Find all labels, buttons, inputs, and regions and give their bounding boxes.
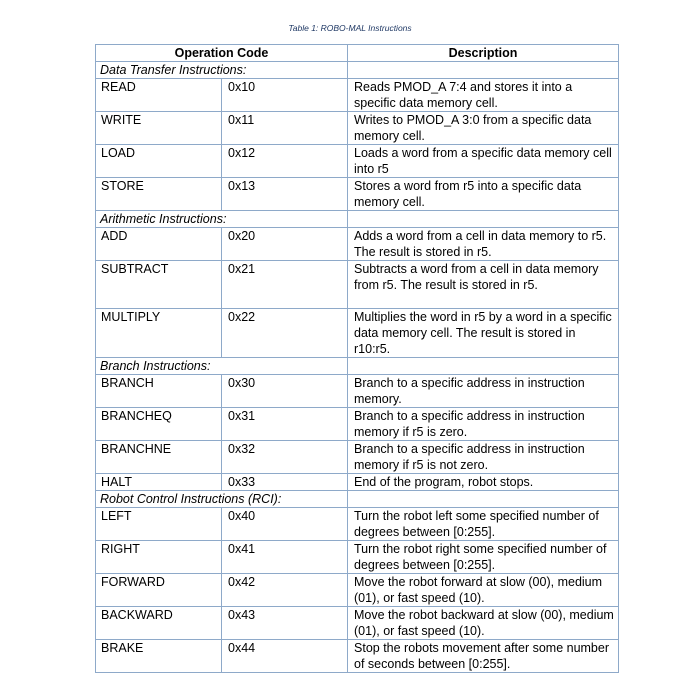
opcode-cell: 0x12 bbox=[222, 145, 348, 178]
opcode-cell: 0x43 bbox=[222, 607, 348, 640]
table-row bbox=[96, 474, 619, 491]
opcode-cell: 0x44 bbox=[222, 640, 348, 673]
operation-cell: HALT bbox=[96, 474, 222, 491]
section-description-cell bbox=[348, 491, 619, 508]
opcode-cell: 0x42 bbox=[222, 574, 348, 607]
description-cell: Adds a word from a cell in data memory to r5. The result is stored in r5. bbox=[348, 228, 619, 261]
table-row bbox=[96, 408, 619, 441]
opcode-cell: 0x20 bbox=[222, 228, 348, 261]
operation-cell: MULTIPLY bbox=[96, 309, 222, 358]
section-title: Robot Control Instructions (RCI): bbox=[96, 491, 348, 508]
description-cell: Writes to PMOD_A 3:0 from a specific data memory cell. bbox=[348, 112, 619, 145]
opcode-cell: 0x10 bbox=[222, 79, 348, 112]
description-cell: Stores a word from r5 into a specific data memory cell. bbox=[348, 178, 619, 211]
operation-cell: WRITE bbox=[96, 112, 222, 145]
table-body bbox=[96, 62, 619, 673]
table-row bbox=[96, 178, 619, 211]
operation-code-header: Operation Code bbox=[96, 45, 348, 62]
section-description-cell bbox=[348, 62, 619, 79]
table-row bbox=[96, 541, 619, 574]
section-description-cell bbox=[348, 211, 619, 228]
section-title: Arithmetic Instructions: bbox=[96, 211, 348, 228]
table-row bbox=[96, 79, 619, 112]
operation-cell: FORWARD bbox=[96, 574, 222, 607]
operation-cell: SUBTRACT bbox=[96, 261, 222, 309]
opcode-cell: 0x32 bbox=[222, 441, 348, 474]
operation-cell: BRANCHEQ bbox=[96, 408, 222, 441]
description-cell: Branch to a specific address in instruction memory. bbox=[348, 375, 619, 408]
operation-cell: STORE bbox=[96, 178, 222, 211]
opcode-cell: 0x13 bbox=[222, 178, 348, 211]
operation-cell: LEFT bbox=[96, 508, 222, 541]
header-row bbox=[96, 45, 619, 62]
table-row bbox=[96, 261, 619, 309]
table-row bbox=[96, 228, 619, 261]
table-row bbox=[96, 640, 619, 673]
operation-cell: BRANCH bbox=[96, 375, 222, 408]
operation-cell: BRAKE bbox=[96, 640, 222, 673]
table-row bbox=[96, 607, 619, 640]
instruction-table bbox=[95, 44, 619, 673]
table-row bbox=[96, 441, 619, 474]
description-cell: Move the robot forward at slow (00), medium (01), or fast speed (10). bbox=[348, 574, 619, 607]
description-cell: End of the program, robot stops. bbox=[348, 474, 619, 491]
description-cell: Loads a word from a specific data memory cell into r5 bbox=[348, 145, 619, 178]
description-cell: Stop the robots movement after some number of seconds between [0:255]. bbox=[348, 640, 619, 673]
section-row bbox=[96, 211, 619, 228]
operation-cell: READ bbox=[96, 79, 222, 112]
description-cell: Reads PMOD_A 7:4 and stores it into a specific data memory cell. bbox=[348, 79, 619, 112]
description-cell: Turn the robot left some specified number of degrees between [0:255]. bbox=[348, 508, 619, 541]
table-row bbox=[96, 112, 619, 145]
section-row bbox=[96, 62, 619, 79]
operation-cell: RIGHT bbox=[96, 541, 222, 574]
operation-cell: BACKWARD bbox=[96, 607, 222, 640]
opcode-cell: 0x40 bbox=[222, 508, 348, 541]
opcode-cell: 0x22 bbox=[222, 309, 348, 358]
opcode-cell: 0x31 bbox=[222, 408, 348, 441]
opcode-cell: 0x30 bbox=[222, 375, 348, 408]
opcode-cell: 0x21 bbox=[222, 261, 348, 309]
section-description-cell bbox=[348, 358, 619, 375]
section-title: Branch Instructions: bbox=[96, 358, 348, 375]
table-row bbox=[96, 375, 619, 408]
table-row bbox=[96, 145, 619, 178]
table-row bbox=[96, 574, 619, 607]
section-title: Data Transfer Instructions: bbox=[96, 62, 348, 79]
description-cell: Turn the robot right some specified number of degrees between [0:255]. bbox=[348, 541, 619, 574]
description-header: Description bbox=[348, 45, 619, 62]
description-cell: Branch to a specific address in instruction memory if r5 is not zero. bbox=[348, 441, 619, 474]
section-row bbox=[96, 358, 619, 375]
table-row bbox=[96, 309, 619, 358]
description-cell: Branch to a specific address in instruction memory if r5 is zero. bbox=[348, 408, 619, 441]
operation-cell: ADD bbox=[96, 228, 222, 261]
table-row bbox=[96, 508, 619, 541]
opcode-cell: 0x11 bbox=[222, 112, 348, 145]
description-cell: Subtracts a word from a cell in data memory from r5. The result is stored in r5. bbox=[348, 261, 619, 309]
opcode-cell: 0x33 bbox=[222, 474, 348, 491]
operation-cell: LOAD bbox=[96, 145, 222, 178]
table-caption: Table 1: ROBO-MAL Instructions bbox=[288, 23, 412, 33]
opcode-cell: 0x41 bbox=[222, 541, 348, 574]
section-row bbox=[96, 491, 619, 508]
operation-cell: BRANCHNE bbox=[96, 441, 222, 474]
description-cell: Multiplies the word in r5 by a word in a specific data memory cell. The result is stored in r10:r5. bbox=[348, 309, 619, 358]
description-cell: Move the robot backward at slow (00), medium (01), or fast speed (10). bbox=[348, 607, 619, 640]
